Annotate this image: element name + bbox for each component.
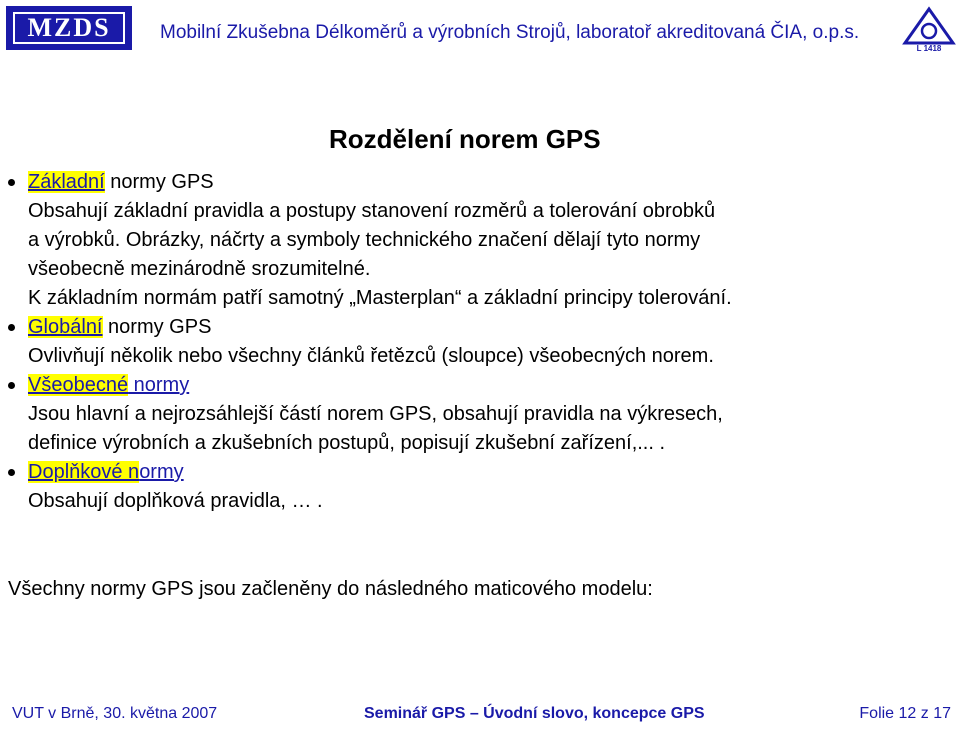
footer-page-number: Folie 12 z 17 xyxy=(859,705,951,722)
header-title: Mobilní Zkušebna Délkoměrů a výrobních Strojů, laboratoř akreditovaná ČIA, o.p.s. xyxy=(160,22,860,43)
accreditation-badge-icon xyxy=(902,6,956,52)
list-item-vseobecne xyxy=(28,371,948,400)
footer xyxy=(0,696,959,729)
list-item-zakladni xyxy=(28,168,948,197)
item-description: a výrobků. Obrázky, náčrty a symboly technického značení dělají tyto normy xyxy=(28,229,701,251)
slide-title: Rozdělení norem GPS xyxy=(329,124,601,154)
norm-category-rest[interactable]: normy xyxy=(128,374,190,396)
list-item-doplnkove xyxy=(28,458,948,487)
list-item-globalni xyxy=(28,313,948,342)
item-description: všeobecně mezinárodně srozumitelné. xyxy=(28,258,371,280)
item-description: definice výrobních a zkušebních postupů, popisují zkušební zařízení,... . xyxy=(28,432,666,454)
logo-text: MZDS xyxy=(13,12,125,44)
norm-category-rest: normy GPS xyxy=(104,171,214,193)
norm-category-link[interactable]: Základní xyxy=(28,171,105,193)
norm-category-rest: normy GPS xyxy=(102,316,212,338)
item-description: K základním normám patří samotný „Masterplan“ a základní principy tolerování. xyxy=(28,287,732,309)
item-description: Jsou hlavní a nejrozsáhlejší částí norem GPS, obsahují pravidla na výkresech, xyxy=(28,403,723,425)
mzds-logo xyxy=(6,6,132,50)
norm-category-link[interactable]: Všeobecné xyxy=(28,374,129,396)
norm-list xyxy=(28,168,948,516)
norm-category-rest[interactable]: ormy xyxy=(139,461,184,483)
badge-number: L 1418 xyxy=(916,44,942,52)
summary-text: Všechny normy GPS jsou začleněny do následného maticového modelu: xyxy=(8,578,653,600)
item-description: Obsahují doplňková pravidla, … . xyxy=(28,490,323,512)
norm-category-link[interactable]: Doplňkové n xyxy=(28,461,140,483)
footer-date: VUT v Brně, 30. května 2007 xyxy=(12,705,218,722)
norm-category-link[interactable]: Globální xyxy=(28,316,103,338)
item-description: Obsahují základní pravidla a postupy stanovení rozměrů a tolerování obrobků xyxy=(28,200,716,222)
footer-seminar: Seminář GPS – Úvodní slovo, koncepce GPS xyxy=(364,705,705,722)
item-description: Ovlivňují několik nebo všechny článků řetězců (sloupce) všeobecných norem. xyxy=(28,345,714,367)
